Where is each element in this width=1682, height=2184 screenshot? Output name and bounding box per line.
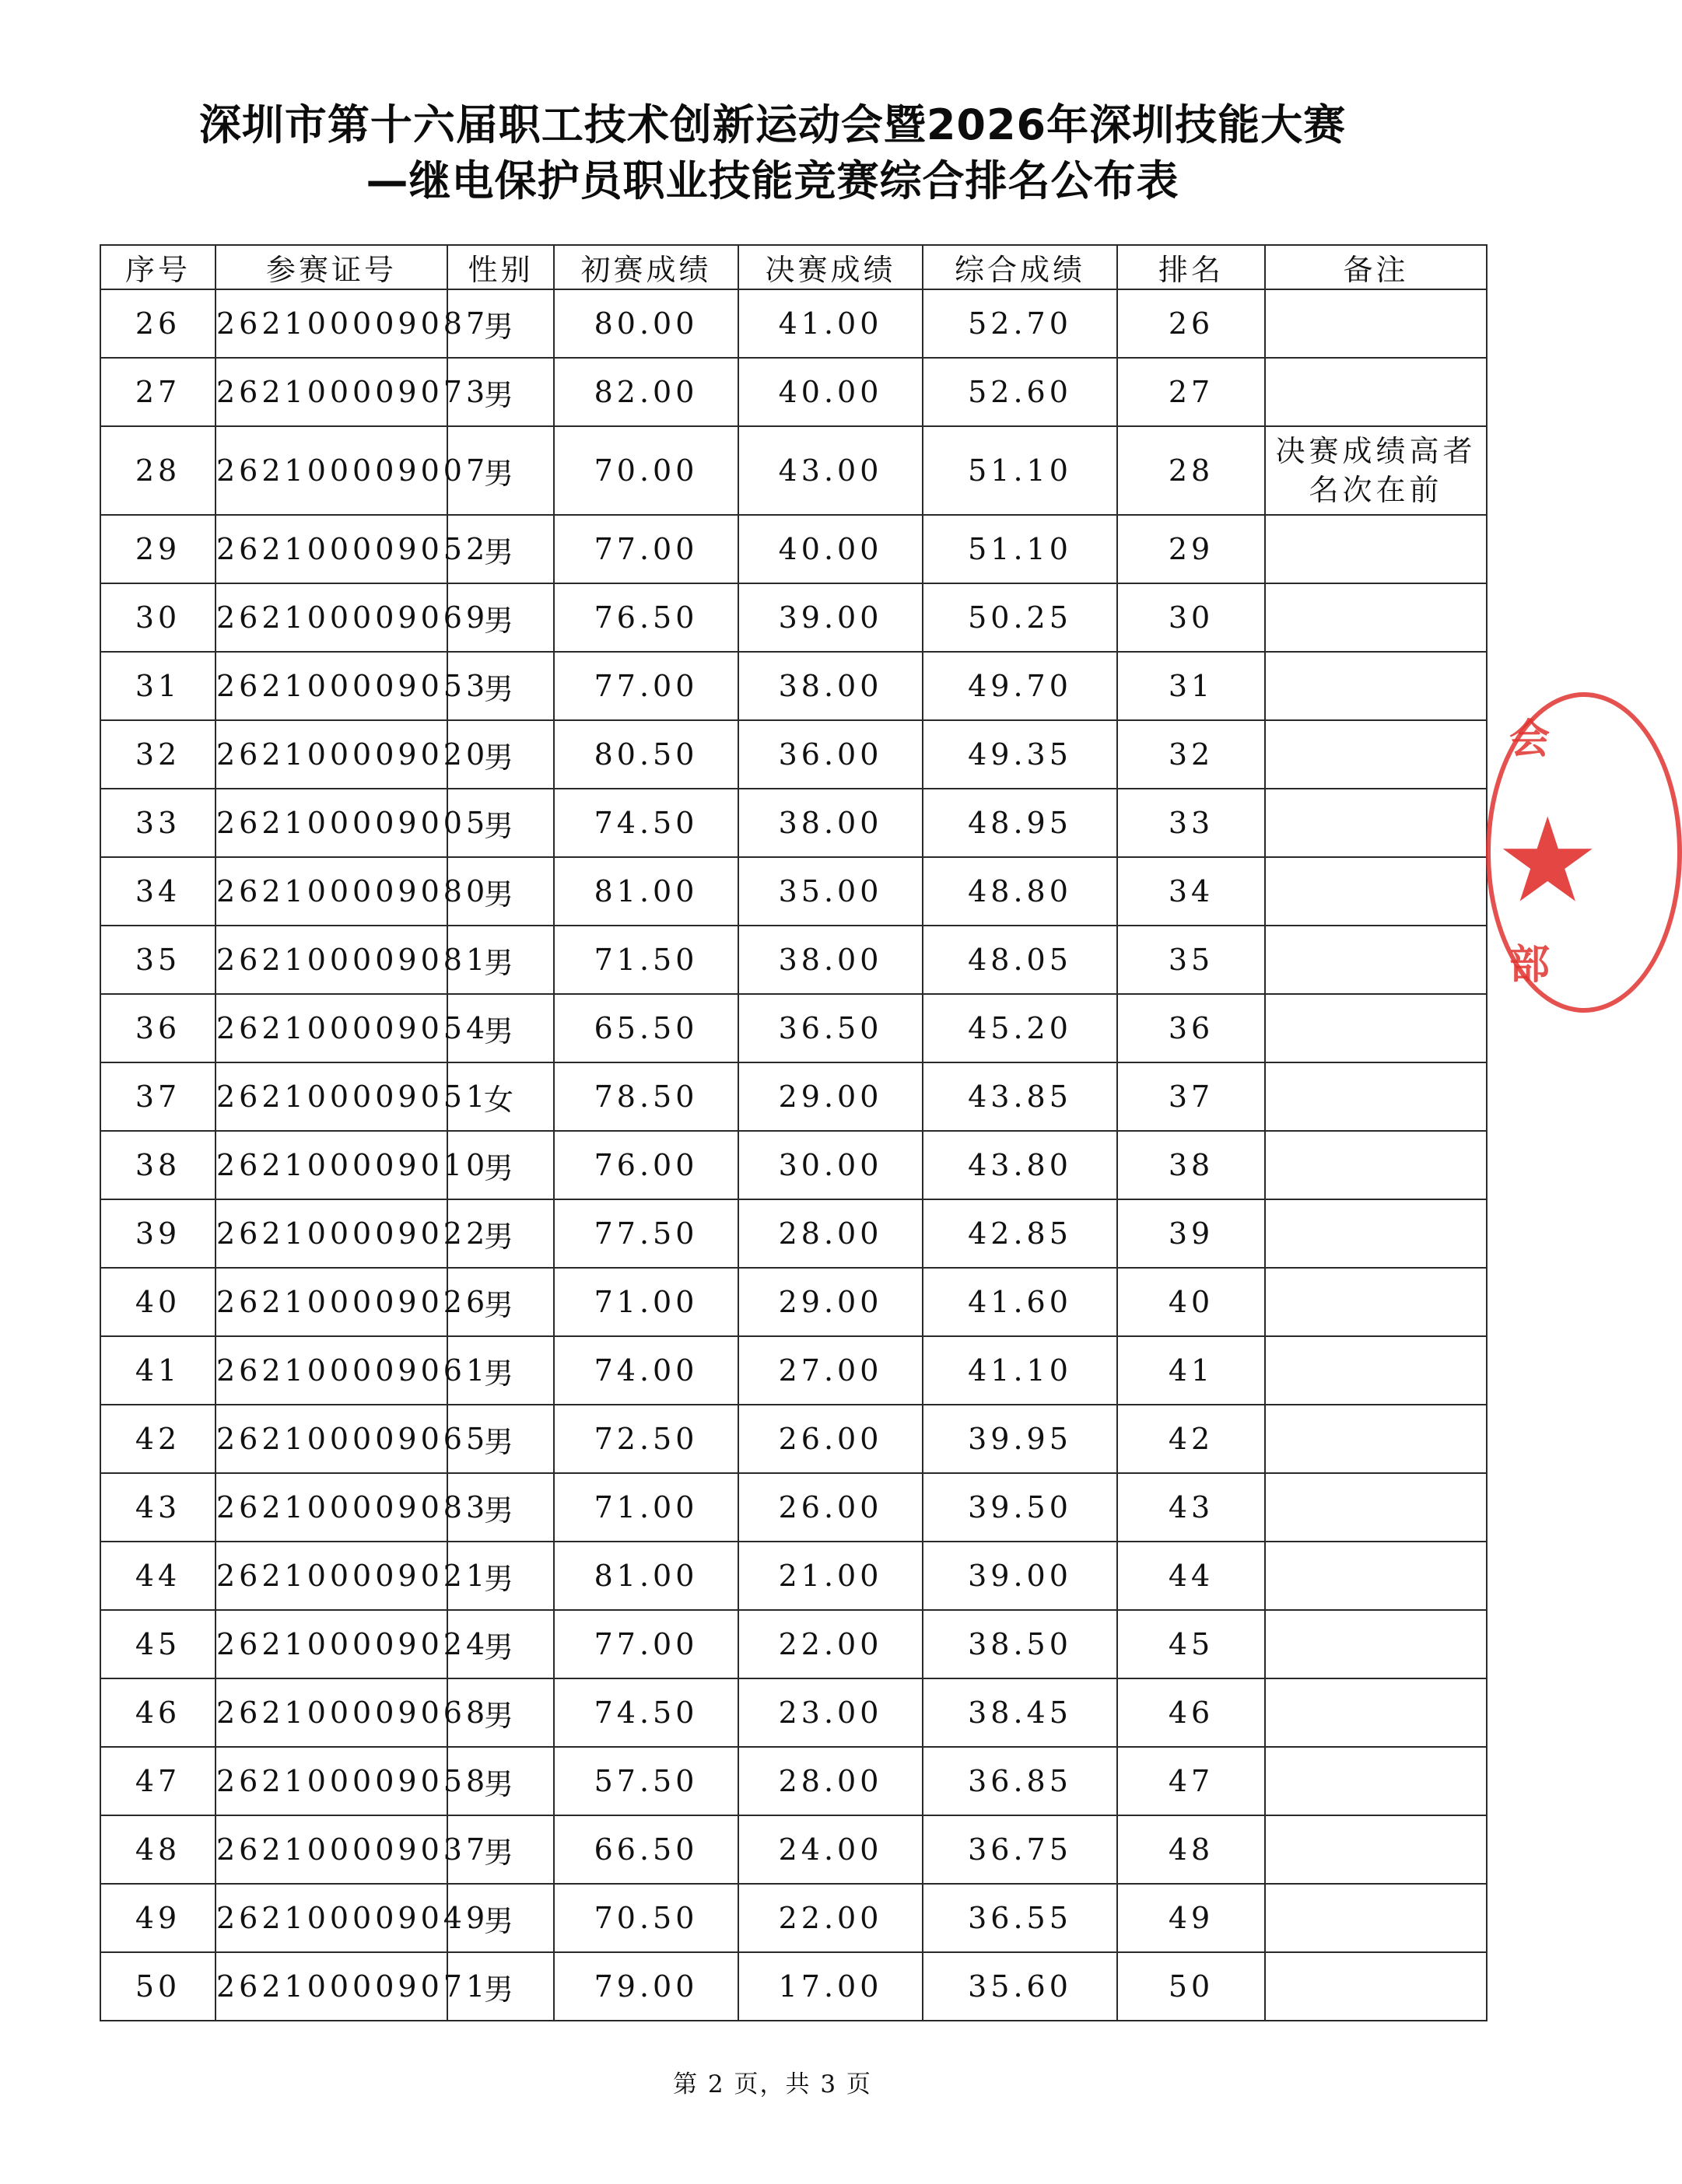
cell-final-score: 38.00	[738, 652, 923, 720]
cell-gender: 男	[447, 720, 554, 789]
cell-preliminary-score: 74.00	[554, 1336, 738, 1405]
cell-entry-number: 262100009010	[216, 1131, 447, 1199]
cell-total-score: 42.85	[923, 1199, 1117, 1268]
cell-final-score: 22.00	[738, 1884, 923, 1952]
cell-gender: 男	[447, 1268, 554, 1336]
cell-serial-number: 30	[100, 583, 216, 652]
cell-rank: 40	[1117, 1268, 1265, 1336]
cell-total-score: 52.70	[923, 289, 1117, 358]
table-row	[100, 1473, 1487, 1542]
cell-entry-number: 262100009007	[216, 426, 447, 515]
cell-rank: 30	[1117, 583, 1265, 652]
cell-remark	[1265, 289, 1487, 358]
cell-final-score: 39.00	[738, 583, 923, 652]
cell-serial-number: 36	[100, 994, 216, 1062]
seal-char-top: 会	[1509, 716, 1551, 763]
cell-entry-number: 262100009053	[216, 652, 447, 720]
cell-final-score: 41.00	[738, 289, 923, 358]
table-row	[100, 1678, 1487, 1747]
cell-entry-number: 262100009022	[216, 1199, 447, 1268]
cell-preliminary-score: 70.50	[554, 1884, 738, 1952]
cell-rank: 32	[1117, 720, 1265, 789]
cell-remark	[1265, 720, 1487, 789]
cell-total-score: 49.35	[923, 720, 1117, 789]
header-preliminary-score: 初赛成绩	[554, 245, 738, 289]
cell-gender: 男	[447, 1610, 554, 1678]
cell-entry-number: 262100009069	[216, 583, 447, 652]
cell-final-score: 43.00	[738, 426, 923, 515]
cell-total-score: 45.20	[923, 994, 1117, 1062]
cell-serial-number: 35	[100, 926, 216, 994]
cell-serial-number: 27	[100, 358, 216, 426]
table-row	[100, 720, 1487, 789]
cell-rank: 39	[1117, 1199, 1265, 1268]
header-total-score: 综合成绩	[923, 245, 1117, 289]
cell-entry-number: 262100009052	[216, 515, 447, 583]
cell-remark	[1265, 994, 1487, 1062]
table-header-row	[100, 245, 1487, 289]
table-body	[100, 289, 1487, 2021]
cell-total-score: 49.70	[923, 652, 1117, 720]
cell-serial-number: 31	[100, 652, 216, 720]
cell-rank: 41	[1117, 1336, 1265, 1405]
cell-remark	[1265, 1336, 1487, 1405]
cell-remark	[1265, 652, 1487, 720]
cell-serial-number: 46	[100, 1678, 216, 1747]
cell-gender: 男	[447, 994, 554, 1062]
cell-entry-number: 262100009058	[216, 1747, 447, 1815]
cell-gender: 男	[447, 926, 554, 994]
cell-final-score: 35.00	[738, 857, 923, 926]
cell-remark	[1265, 926, 1487, 994]
cell-serial-number: 40	[100, 1268, 216, 1336]
cell-entry-number: 262100009073	[216, 358, 447, 426]
cell-total-score: 50.25	[923, 583, 1117, 652]
cell-final-score: 36.50	[738, 994, 923, 1062]
table-row	[100, 358, 1487, 426]
table-row	[100, 789, 1487, 857]
cell-gender: 男	[447, 1473, 554, 1542]
cell-remark	[1265, 1062, 1487, 1131]
header-remark: 备注	[1265, 245, 1487, 289]
cell-final-score: 40.00	[738, 358, 923, 426]
cell-final-score: 29.00	[738, 1268, 923, 1336]
cell-rank: 42	[1117, 1405, 1265, 1473]
cell-gender: 男	[447, 1542, 554, 1610]
table-row	[100, 289, 1487, 358]
cell-entry-number: 262100009026	[216, 1268, 447, 1336]
cell-serial-number: 32	[100, 720, 216, 789]
cell-remark	[1265, 1199, 1487, 1268]
cell-remark	[1265, 1610, 1487, 1678]
cell-final-score: 26.00	[738, 1405, 923, 1473]
cell-serial-number: 41	[100, 1336, 216, 1405]
cell-preliminary-score: 78.50	[554, 1062, 738, 1131]
cell-serial-number: 39	[100, 1199, 216, 1268]
document-title-line2: —继电保护员职业技能竞赛综合排名公布表	[366, 156, 1179, 205]
cell-final-score: 24.00	[738, 1815, 923, 1884]
cell-final-score: 38.00	[738, 926, 923, 994]
table-row	[100, 1747, 1487, 1815]
cell-final-score: 36.00	[738, 720, 923, 789]
cell-entry-number: 262100009071	[216, 1952, 447, 2021]
cell-serial-number: 33	[100, 789, 216, 857]
cell-serial-number: 34	[100, 857, 216, 926]
cell-total-score: 39.00	[923, 1542, 1117, 1610]
cell-remark	[1265, 583, 1487, 652]
cell-gender: 男	[447, 583, 554, 652]
cell-remark	[1265, 1884, 1487, 1952]
table-row	[100, 652, 1487, 720]
cell-preliminary-score: 74.50	[554, 1678, 738, 1747]
cell-final-score: 29.00	[738, 1062, 923, 1131]
cell-total-score: 43.80	[923, 1131, 1117, 1199]
cell-gender: 男	[447, 1131, 554, 1199]
cell-total-score: 51.10	[923, 426, 1117, 515]
table-row	[100, 1952, 1487, 2021]
cell-total-score: 51.10	[923, 515, 1117, 583]
table-row	[100, 857, 1487, 926]
cell-total-score: 41.60	[923, 1268, 1117, 1336]
cell-rank: 47	[1117, 1747, 1265, 1815]
table-row	[100, 1542, 1487, 1610]
cell-remark	[1265, 1678, 1487, 1747]
cell-preliminary-score: 74.50	[554, 789, 738, 857]
table-row	[100, 1131, 1487, 1199]
cell-entry-number: 262100009054	[216, 994, 447, 1062]
cell-total-score: 41.10	[923, 1336, 1117, 1405]
table-row	[100, 994, 1487, 1062]
cell-final-score: 21.00	[738, 1542, 923, 1610]
cell-final-score: 28.00	[738, 1747, 923, 1815]
page-footer: 第 2 页，共 3 页	[673, 2070, 872, 2098]
cell-preliminary-score: 79.00	[554, 1952, 738, 2021]
cell-total-score: 38.45	[923, 1678, 1117, 1747]
table-row	[100, 426, 1487, 515]
cell-serial-number: 48	[100, 1815, 216, 1884]
cell-preliminary-score: 77.50	[554, 1199, 738, 1268]
cell-final-score: 26.00	[738, 1473, 923, 1542]
cell-entry-number: 262100009037	[216, 1815, 447, 1884]
cell-rank: 28	[1117, 426, 1265, 515]
cell-preliminary-score: 66.50	[554, 1815, 738, 1884]
cell-preliminary-score: 80.00	[554, 289, 738, 358]
cell-gender: 男	[447, 652, 554, 720]
cell-serial-number: 43	[100, 1473, 216, 1542]
cell-rank: 48	[1117, 1815, 1265, 1884]
ranking-table	[100, 244, 1488, 2021]
cell-remark	[1265, 1815, 1487, 1884]
table-row	[100, 1062, 1487, 1131]
cell-remark: 决赛成绩高者名次在前	[1265, 426, 1487, 515]
cell-serial-number: 29	[100, 515, 216, 583]
table-row	[100, 1405, 1487, 1473]
header-gender: 性别	[447, 245, 554, 289]
cell-serial-number: 49	[100, 1884, 216, 1952]
table-row	[100, 1815, 1487, 1884]
cell-serial-number: 45	[100, 1610, 216, 1678]
cell-rank: 45	[1117, 1610, 1265, 1678]
cell-rank: 29	[1117, 515, 1265, 583]
cell-preliminary-score: 71.00	[554, 1268, 738, 1336]
cell-remark	[1265, 789, 1487, 857]
cell-total-score: 36.75	[923, 1815, 1117, 1884]
cell-total-score: 36.85	[923, 1747, 1117, 1815]
cell-preliminary-score: 77.00	[554, 1610, 738, 1678]
cell-entry-number: 262100009083	[216, 1473, 447, 1542]
cell-total-score: 39.50	[923, 1473, 1117, 1542]
cell-gender: 男	[447, 1815, 554, 1884]
cell-gender: 男	[447, 1678, 554, 1747]
cell-remark	[1265, 857, 1487, 926]
header-rank: 排名	[1117, 245, 1265, 289]
cell-remark	[1265, 358, 1487, 426]
cell-rank: 31	[1117, 652, 1265, 720]
cell-total-score: 48.80	[923, 857, 1117, 926]
cell-gender: 男	[447, 1405, 554, 1473]
cell-rank: 49	[1117, 1884, 1265, 1952]
cell-remark	[1265, 1405, 1487, 1473]
cell-gender: 男	[447, 426, 554, 515]
cell-entry-number: 262100009061	[216, 1336, 447, 1405]
cell-final-score: 27.00	[738, 1336, 923, 1405]
seal-char-bottom: 部	[1509, 942, 1551, 989]
cell-remark	[1265, 1542, 1487, 1610]
cell-rank: 35	[1117, 926, 1265, 994]
header-serial-number: 序号	[100, 245, 216, 289]
cell-preliminary-score: 80.50	[554, 720, 738, 789]
table-row	[100, 515, 1487, 583]
cell-total-score: 39.95	[923, 1405, 1117, 1473]
cell-preliminary-score: 71.00	[554, 1473, 738, 1542]
table-row	[100, 583, 1487, 652]
header-entry-number: 参赛证号	[216, 245, 447, 289]
cell-entry-number: 262100009005	[216, 789, 447, 857]
cell-preliminary-score: 81.00	[554, 857, 738, 926]
cell-total-score: 38.50	[923, 1610, 1117, 1678]
cell-preliminary-score: 65.50	[554, 994, 738, 1062]
cell-serial-number: 38	[100, 1131, 216, 1199]
cell-preliminary-score: 77.00	[554, 652, 738, 720]
cell-gender: 男	[447, 789, 554, 857]
cell-rank: 38	[1117, 1131, 1265, 1199]
cell-final-score: 23.00	[738, 1678, 923, 1747]
cell-entry-number: 262100009087	[216, 289, 447, 358]
cell-entry-number: 262100009080	[216, 857, 447, 926]
cell-final-score: 40.00	[738, 515, 923, 583]
cell-preliminary-score: 76.00	[554, 1131, 738, 1199]
cell-entry-number: 262100009024	[216, 1610, 447, 1678]
cell-gender: 男	[447, 1199, 554, 1268]
cell-gender: 女	[447, 1062, 554, 1131]
cell-preliminary-score: 76.50	[554, 583, 738, 652]
header-final-score: 决赛成绩	[738, 245, 923, 289]
cell-remark	[1265, 1473, 1487, 1542]
table-row	[100, 1336, 1487, 1405]
cell-total-score: 48.95	[923, 789, 1117, 857]
cell-remark	[1265, 1131, 1487, 1199]
official-seal	[1481, 684, 1600, 1011]
table-row	[100, 1884, 1487, 1952]
cell-serial-number: 47	[100, 1747, 216, 1815]
cell-gender: 男	[447, 1336, 554, 1405]
cell-serial-number: 50	[100, 1952, 216, 2021]
cell-total-score: 52.60	[923, 358, 1117, 426]
cell-serial-number: 37	[100, 1062, 216, 1131]
cell-rank: 44	[1117, 1542, 1265, 1610]
cell-remark	[1265, 1952, 1487, 2021]
cell-gender: 男	[447, 358, 554, 426]
cell-entry-number: 262100009065	[216, 1405, 447, 1473]
table-row	[100, 1199, 1487, 1268]
cell-entry-number: 262100009020	[216, 720, 447, 789]
cell-entry-number: 262100009068	[216, 1678, 447, 1747]
cell-gender: 男	[447, 515, 554, 583]
cell-entry-number: 262100009051	[216, 1062, 447, 1131]
cell-gender: 男	[447, 1747, 554, 1815]
table-row	[100, 1268, 1487, 1336]
document-title-line1: 深圳市第十六届职工技术创新运动会暨2026年深圳技能大赛	[198, 100, 1347, 149]
cell-preliminary-score: 81.00	[554, 1542, 738, 1610]
cell-preliminary-score: 82.00	[554, 358, 738, 426]
cell-rank: 50	[1117, 1952, 1265, 2021]
seal-star-icon: ★	[1495, 793, 1600, 929]
cell-gender: 男	[447, 1952, 554, 2021]
cell-final-score: 30.00	[738, 1131, 923, 1199]
cell-entry-number: 262100009049	[216, 1884, 447, 1952]
cell-total-score: 43.85	[923, 1062, 1117, 1131]
cell-preliminary-score: 70.00	[554, 426, 738, 515]
cell-rank: 36	[1117, 994, 1265, 1062]
cell-remark	[1265, 1747, 1487, 1815]
cell-entry-number: 262100009021	[216, 1542, 447, 1610]
cell-final-score: 22.00	[738, 1610, 923, 1678]
cell-final-score: 38.00	[738, 789, 923, 857]
cell-rank: 34	[1117, 857, 1265, 926]
cell-preliminary-score: 77.00	[554, 515, 738, 583]
cell-preliminary-score: 71.50	[554, 926, 738, 994]
cell-serial-number: 28	[100, 426, 216, 515]
cell-serial-number: 26	[100, 289, 216, 358]
cell-total-score: 36.55	[923, 1884, 1117, 1952]
table-row	[100, 926, 1487, 994]
cell-gender: 男	[447, 289, 554, 358]
cell-gender: 男	[447, 857, 554, 926]
cell-preliminary-score: 57.50	[554, 1747, 738, 1815]
cell-serial-number: 44	[100, 1542, 216, 1610]
cell-serial-number: 42	[100, 1405, 216, 1473]
cell-preliminary-score: 72.50	[554, 1405, 738, 1473]
cell-remark	[1265, 515, 1487, 583]
cell-rank: 33	[1117, 789, 1265, 857]
cell-rank: 26	[1117, 289, 1265, 358]
cell-rank: 46	[1117, 1678, 1265, 1747]
cell-total-score: 35.60	[923, 1952, 1117, 2021]
cell-rank: 43	[1117, 1473, 1265, 1542]
cell-final-score: 17.00	[738, 1952, 923, 2021]
cell-gender: 男	[447, 1884, 554, 1952]
table-row	[100, 1610, 1487, 1678]
cell-rank: 37	[1117, 1062, 1265, 1131]
cell-rank: 27	[1117, 358, 1265, 426]
cell-total-score: 48.05	[923, 926, 1117, 994]
cell-final-score: 28.00	[738, 1199, 923, 1268]
cell-remark	[1265, 1268, 1487, 1336]
cell-entry-number: 262100009081	[216, 926, 447, 994]
